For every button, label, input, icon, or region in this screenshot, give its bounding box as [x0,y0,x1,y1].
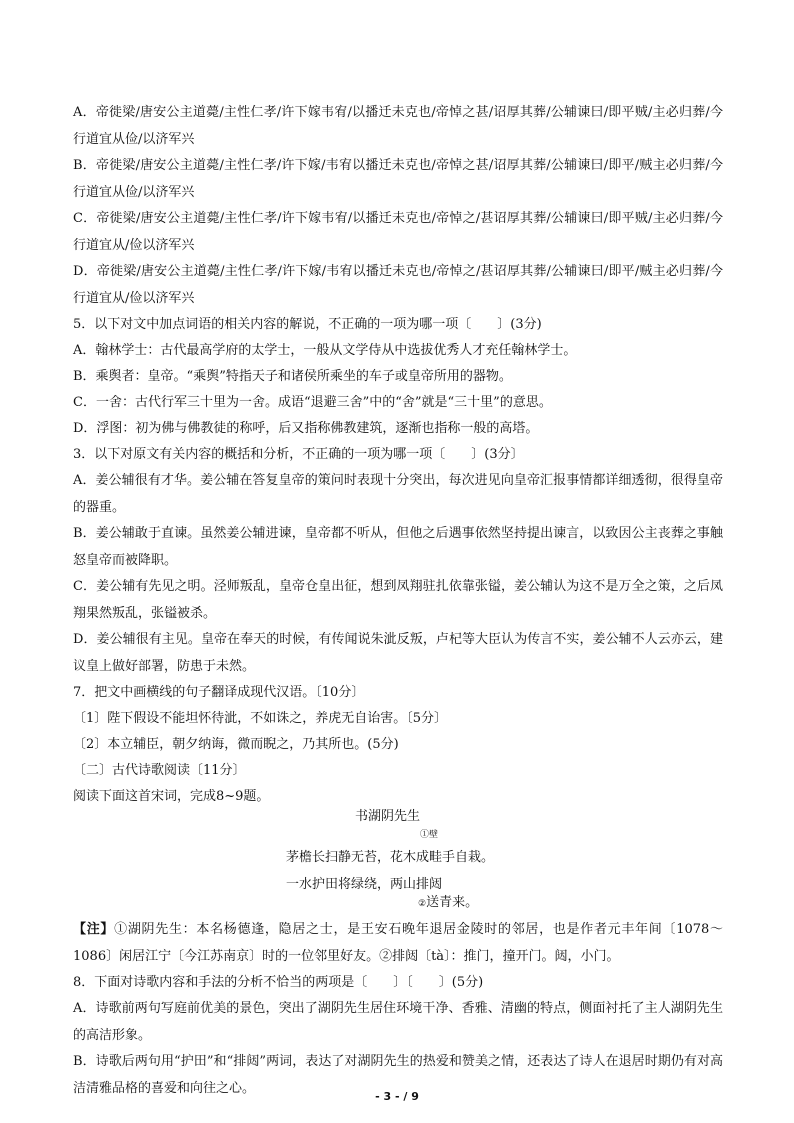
poem-title: 书湖阴先生 [355,809,421,824]
poem-line-2: 一水护田将绿绕，两山排闼 [286,877,443,892]
page-number: - 3 - / 9 [375,1090,419,1103]
q5-option-a: A．翰林学士：古代最高学府的太学士，一般从文学侍从中选拔优秀人才充任翰林学士。 [73,343,577,358]
poem-note [73,917,723,970]
q8-option-b: B．诗歌后两句用“护田”和“排闼”两词，表达了对湖阴先生的热爱和赞美之情，还表达了诗人在退居时期仍有对高洁清雅品格的喜爱和向往之心。 [73,1054,723,1096]
q3-option-a: A．姜公辅很有才华。姜公辅在答复皇帝的策问时表现十分突出，每次进见向皇帝汇报事情都详细透彻，很得皇帝的器重。 [73,473,723,515]
q4-option-d: D．帝徙梁/唐安公主道薨/主性仁孝/许下嫁/韦宥以播迁未克也/帝悼之/甚诏厚其葬/公辅谏曰/即平/贼主必归葬/今行道宜从/俭以济军兴 [73,264,723,306]
q3-option-d: D．姜公辅很有主见。皇帝在奉天的时候，有传闻说朱泚反叛，卢杞等大臣认为传言不实，姜公辅不人云亦云，建议皇上做好部署，防患于未然。 [73,632,723,674]
q7-item-2: 〔2〕本立辅臣，朝夕纳诲，微而睨之，乃其所也。(5分) [73,737,399,752]
note-label: 【注】 [73,922,115,937]
q4-option-a: A．帝徙梁/唐安公主道薨/主性仁孝/许下嫁韦宥/以播迁未克也/帝悼之甚/诏厚其葬/公辅谏曰/即平贼/主必归葬/今行道宜从俭/以济军兴 [73,105,723,147]
q3-stem: 3．以下对原文有关内容的概括和分析，不正确的一项为哪一项〔 〕(3分〕 [73,447,524,462]
q3-option-b: B．姜公辅敢于直谏。虽然姜公辅进谏，皇帝都不听从，但他之后遇事依然坚持提出谏言，以致因公主丧葬之事触怒皇帝而被降职。 [73,526,723,568]
q8-option-a: A．诗歌前两句写庭前优美的景色，突出了湖阴先生居住环境干净、香雅、清幽的特点，侧面衬托了主人湖阴先生的高洁形象。 [73,1001,723,1043]
q7-item-1: 〔1〕陛下假设不能坦怀待泚，不如诛之，养虎无自诒害。〔5分〕 [73,711,448,726]
q4-option-c: C．帝徙梁/唐安公主道薨/主性仁孝/许下嫁韦宥/以播迁未克也/帝悼之/甚诏厚其葬/公辅谏曰/即平贼/主必归葬/今行道宜从/俭以济军兴 [73,211,723,253]
q5-option-d: D．浮图：初为佛与佛教徒的称呼，后又指称佛教建筑，逐渐也指称一般的高塔。 [73,421,539,436]
footnote-marker: ①壁 [420,830,439,840]
q7-stem: 7．把文中画横线的句子翻译成现代汉语。〔10分〕 [73,685,365,700]
poem-line-3-text: 送青来。 [426,895,479,910]
section2-intro: 阅读下面这首宋词，完成8~9题。 [73,789,270,804]
poem-line-3 [418,893,478,914]
q8-stem: 8．下面对诗歌内容和手法的分析不恰当的两项是〔 〕〔 〕(5分) [73,975,484,990]
footnote-marker: ② [418,899,427,909]
q5-option-b: B．乘舆者：皇帝。“乘舆”特指天子和诸侯所乘坐的车子或皇帝所用的器物。 [73,369,512,384]
section2-title: 〔二〕古代诗歌阅读〔11分〕 [73,763,246,778]
q4-option-b: B．帝徙梁/唐安公主道薨/主性仁孝/许下嫁/韦宥以播迁未克也/帝悼之甚/诏厚其葬/公辅谏曰/即平/贼主必归葬/今行道宜从俭/以济军兴 [73,158,723,200]
q3-option-c: C．姜公辅有先见之明。泾师叛乱，皇帝仓皇出征，想到凤翔驻扎依靠张镒，姜公辅认为这不是万全之策，之后凤翔果然叛乱，张镒被杀。 [73,579,723,621]
note-text: ①湖阴先生：本名杨德逢，隐居之士，是王安石晚年退居金陵时的邻居，也是作者元丰年间〔1078～1086〕闲居江宁〔今江苏南京〕时的一位邻里好友。②排闼〔tà〕：推门，撞开门。闼，小门。 [73,922,723,964]
q5-option-c: C．一舍：古代行军三十里为一舍。成语“退避三舍”中的“舍”就是“三十里”的意思。 [73,395,552,410]
poem-title-note [420,824,438,845]
poem-line-1: 茅檐长扫静无苔，花木成畦手自栽。 [286,850,495,865]
q5-stem: 5．以下对文中加点词语的相关内容的解说，不正确的一项为哪一项〔 〕(3分) [73,317,542,332]
